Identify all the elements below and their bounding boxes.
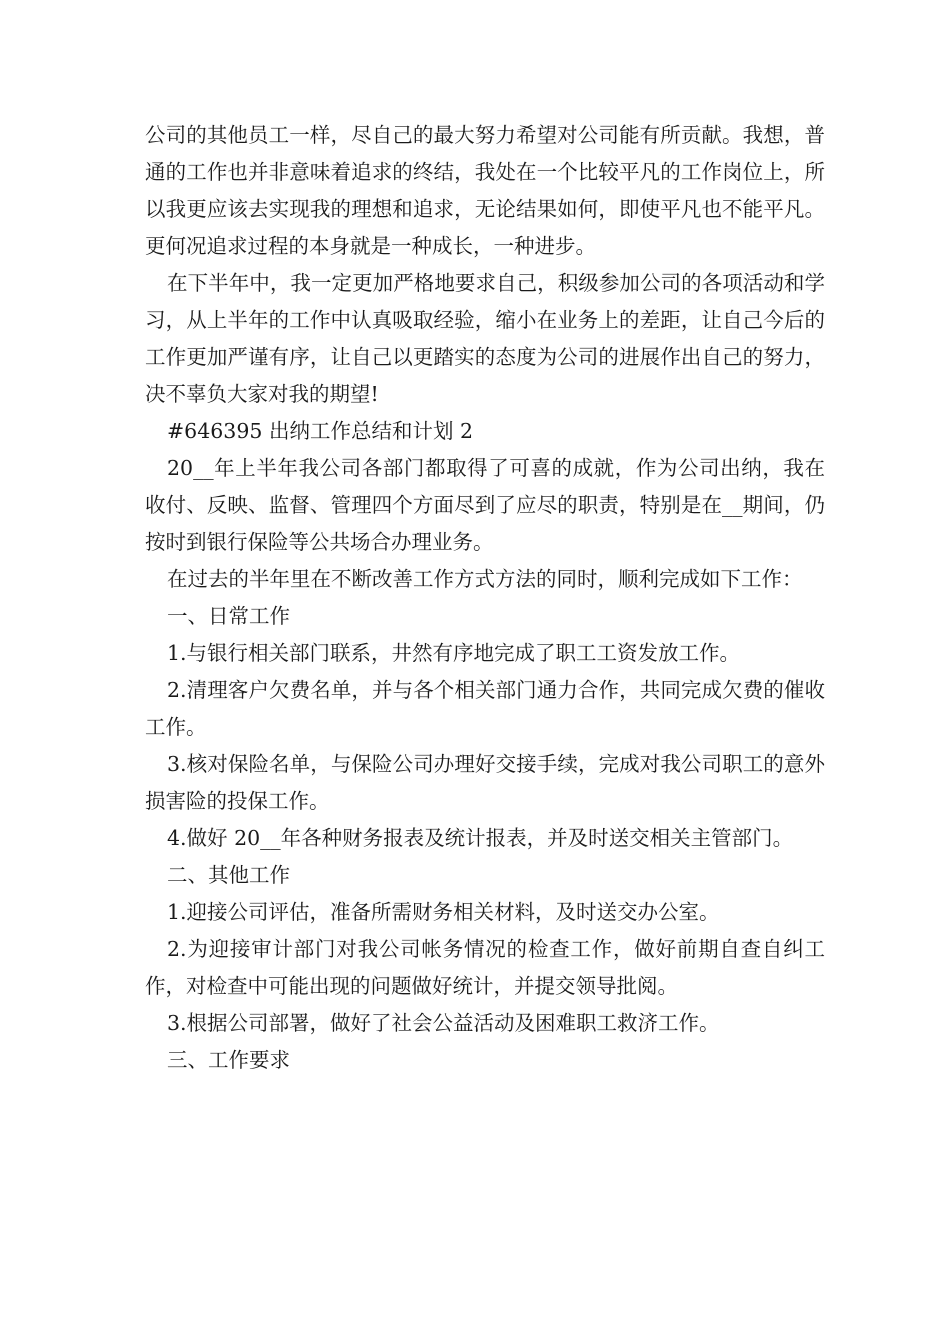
document-body xyxy=(145,117,825,1079)
list-heading: 三、工作要求 xyxy=(167,1048,290,1072)
section-heading: #646395 出纳工作总结和计划 2 xyxy=(167,419,474,443)
paragraph: 20__年上半年我公司各部门都取得了可喜的成就，作为公司出纳，我在收付、反映、监督、管理四个方面尽到了应尽的职责，特别是在__期间，仍按时到银行保险等公共场合办理业务。 xyxy=(145,456,825,554)
list-item: 2.为迎接审计部门对我公司帐务情况的检查工作，做好前期自查自纠工作，对检查中可能出现的问题做好统计，并提交领导批阅。 xyxy=(145,937,825,998)
list-item: 4.做好 20__年各种财务报表及统计报表，并及时送交相关主管部门。 xyxy=(167,826,794,850)
paragraph: 在过去的半年里在不断改善工作方式方法的同时，顺利完成如下工作： xyxy=(167,567,803,591)
list-item: 1.与银行相关部门联系，井然有序地完成了职工工资发放工作。 xyxy=(167,641,741,665)
list-heading: 二、其他工作 xyxy=(167,863,290,887)
paragraph: 公司的其他员工一样，尽自己的最大努力希望对公司能有所贡献。我想，普通的工作也并非意味着追求的终结，我处在一个比较平凡的工作岗位上，所以我更应该去实现我的理想和追求，无论结果如何，即使平凡也不能平凡。更何况追求过程的本身就是一种成长，一种进步。 xyxy=(145,123,825,258)
list-item: 3.核对保险名单，与保险公司办理好交接手续，完成对我公司职工的意外损害险的投保工作。 xyxy=(145,752,825,813)
list-heading: 一、日常工作 xyxy=(167,604,290,628)
list-item: 1.迎接公司评估，准备所需财务相关材料，及时送交办公室。 xyxy=(167,900,720,924)
paragraph: 在下半年中，我一定更加严格地要求自己，积级参加公司的各项活动和学习，从上半年的工作中认真吸取经验，缩小在业务上的差距，让自己今后的工作更加严谨有序，让自己以更踏实的态度为公司的进展作出自己的努力，决不辜负大家对我的期望! xyxy=(145,271,825,406)
list-item: 3.根据公司部署，做好了社会公益活动及困难职工救济工作。 xyxy=(167,1011,720,1035)
list-item: 2.清理客户欠费名单，并与各个相关部门通力合作，共同完成欠费的催收工作。 xyxy=(145,678,825,739)
